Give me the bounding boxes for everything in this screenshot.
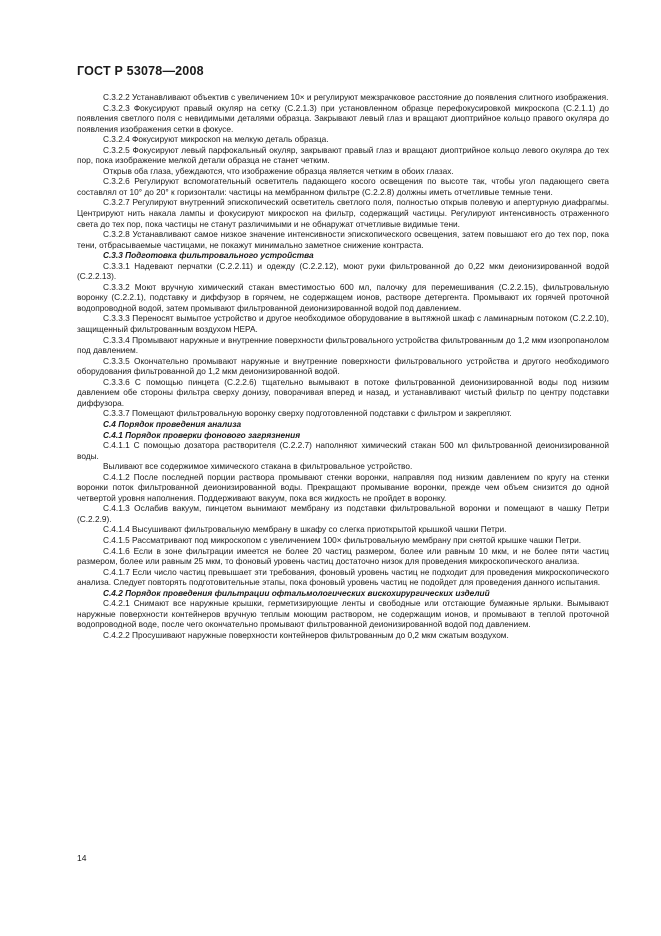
paragraph: С.3.3.4 Промывают наружные и внутренние поверхности фильтровального устройства фильтрованным до 1,2 мкм изопропанолом под давлением. xyxy=(77,334,609,356)
paragraph: С.4.2.2 Просушивают наружные поверхности контейнеров фильтрованным до 0,2 мкм сжатым воздухом. xyxy=(103,629,509,640)
paragraph: С.3.2.4 Фокусируют микроскоп на мелкую деталь образца. xyxy=(103,134,329,145)
paragraph: С.4.1.5 Рассматривают под микроскопом с увеличением 100× фильтровальную мембрану при снятой крышке чашки Петри. xyxy=(103,534,582,545)
section-heading: С.3.3 Подготовка фильтровального устройства xyxy=(103,250,314,261)
paragraph: С.3.2.5 Фокусируют левый парфокальный окуляр, закрывают правый глаз и вращают диоптрийное кольцо левого окуляра до тех пор, пока изображение мелкой детали образца не станет четким. xyxy=(77,144,609,166)
paragraph: С.4.1.3 Ослабив вакуум, пинцетом вынимают мембрану из подставки фильтровальной воронки и помещают в чашку Петри (С.2.2.9). xyxy=(77,503,609,524)
section-heading: С.4 Порядок проведения анализа xyxy=(103,418,242,429)
paragraph: С.3.3.3 Переносят вымытое устройство и другое необходимое оборудование в вытяжной шкаф с ламинарным потоком (С.2.2.10), защищенный фильтрованным воздухом НЕРА. xyxy=(77,313,609,335)
page-number: 14 xyxy=(77,853,87,863)
paragraph: С.4.1.4 Высушивают фильтровальную мембрану в шкафу со слегка приоткрытой крышкой чашки Петри. xyxy=(103,524,507,535)
paragraph: С.3.3.5 Окончательно промывают наружные и внутренние поверхности фильтровального устройства и другого необходимого оборудования фильтрованной до 1,2 мкм деионизированной водой. xyxy=(77,355,609,377)
section-heading: С.4.2 Порядок проведения фильтрации офтальмологических вискохирургических изделий xyxy=(103,587,490,598)
paragraph: С.4.1.6 Если в зоне фильтрации имеется не более 20 частиц размером, более или равным 10 мкм, и не более пяти частиц размером, более или равным 25 мкм, то фоновый уровень частиц достаточно низок для проведения микроскопического анализа. xyxy=(77,545,609,567)
paragraph: С.3.2.8 Устанавливают самое низкое значение интенсивности эпископического освещения, затем повышают его до тех пор, пока тени, отбрасываемые частицами, не покажут минимально заметное снижение контраста. xyxy=(77,229,609,250)
paragraph: С.4.1.2 После последней порции раствора промывают стенки воронки, направляя под низким давлением по кругу на стенки воронки поток фильтрованной деионизированной воды. Прекращают промывание воронки, прежде чем объем снизится до одной четвертой уровня наполнения. Поддерживают вакуум, пока вся жидкость не пройдет в воронку. xyxy=(77,471,609,503)
paragraph: С.3.2.3 Фокусируют правый окуляр на сетку (С.2.1.3) при установленном образце перефокусировкой микроскопа (С.2.1.1) до появления светлого поля с невидимыми деталями образца. Закрывают левый глаз и вращают диоптрийное кольцо правого окуляра до появления изображения сетки в фокусе. xyxy=(77,102,609,134)
paragraph: С.4.1.7 Если число частиц превышает эти требования, фоновый уровень частиц не подходит для проведения микроскопического анализа. Следует повторять подготовительные этапы, пока фоновый уровень частиц не подойдет для проведения данного испытания. xyxy=(77,566,609,588)
paragraph: С.3.3.2 Моют вручную химический стакан вместимостью 600 мл, палочку для перемешивания (С.2.2.15), фильтровальную воронку (С.2.2.1), подставку и диффузор в горячем, не содержащем ионов, растворе детергента. Промывают их горячей проточной водопроводной водой, затем промывают фильтрованной деионизированной водой под давлением. xyxy=(77,281,609,313)
paragraph: С.3.3.6 С помощью пинцета (С.2.2.6) тщательно вымывают в потоке фильтрованной деионизированной воды под низким давлением обе стороны фильтра сверху донизу, поворачивая вперед и назад, и устанавливают чистый фильтр по центру подставки диффузора. xyxy=(77,376,609,408)
section-heading: С.4.1 Порядок проверки фонового загрязнения xyxy=(103,429,301,440)
paragraph: С.4.2.1 Снимают все наружные крышки, герметизирующие ленты и свободные или отстающие бумажные ярлыки. Вымывают наружные поверхности контейнеров вручную теплым моющим раствором, не содержащим ионов, и промывают в теплой проточной водопроводной воде, после чего окончательно промывают фильтрованной деионизированной водой под давлением. xyxy=(77,598,609,630)
paragraph: С.3.2.6 Регулируют вспомогательный осветитель падающего косого освещения по высоте так, чтобы угол падающего света составлял от 10° до 20° к горизонтали: частицы на мембранном фильтре (С.2.2.8) должны иметь отчетливые темные тени. xyxy=(77,176,609,197)
paragraph: С.3.3.1 Надевают перчатки (С.2.2.11) и одежду (С.2.2.12), моют руки фильтрованной до 0,22 мкм деионизированной водой (С.2.2.13). xyxy=(77,260,609,282)
paragraph: С.3.2.7 Регулируют внутренний эпископический осветитель светлого поля, полностью открыв полевую и апертурную диафрагмы. Центрируют нить накала лампы и фокусируют микроскоп на фильтр, содержащий частицы. Регулируют интенсивность отраженного света до тех пор, пока частицы не станут различимыми и не обнаружат отчетливые видимые тени. xyxy=(77,197,609,229)
paragraph: Открыв оба глаза, убеждаются, что изображение образца является четким в обоих глазах. xyxy=(103,165,454,176)
paragraph: С.3.2.2 Устанавливают объектив с увеличением 10× и регулируют межзрачковое расстояние до появления слитного изображения. xyxy=(103,92,609,102)
paragraph: С.4.1.1 С помощью дозатора растворителя (С.2.2.7) наполняют химический стакан 500 мл фильтрованной деионизированной воды. xyxy=(77,440,609,461)
document-body xyxy=(77,92,609,640)
paragraph: С.3.3.7 Помещают фильтровальную воронку сверху подготовленной подставки с фильтром и закрепляют. xyxy=(103,408,512,419)
paragraph: Выливают все содержимое химического стакана в фильтровальное устройство. xyxy=(103,461,413,472)
document-header: ГОСТ Р 53078—2008 xyxy=(77,64,204,78)
